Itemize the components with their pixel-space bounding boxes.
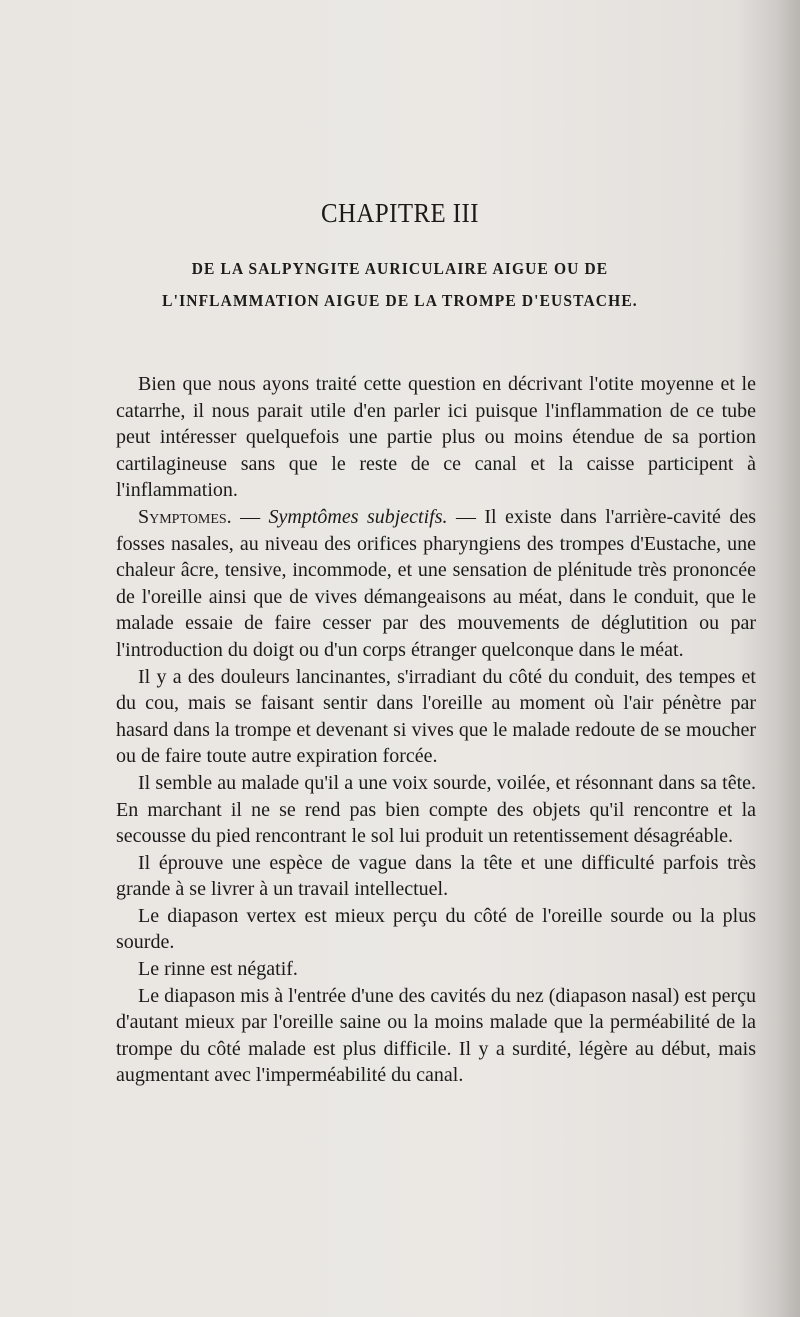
paragraph-pain: Il y a des douleurs lancinantes, s'irradiant du côté du conduit, des tempes et du cou, mais se faisant sentir dans l'oreille au moment où l'air pénètre par hasard dans la trompe et devenant si vives que le malade redoute de se moucher ou de faire toute autre expiration forcée. bbox=[116, 665, 756, 768]
section-label-symptoms: Symptomes. bbox=[138, 505, 232, 528]
paragraph-symptoms bbox=[116, 504, 756, 664]
chapter-subtitle-line-2: L'INFLAMMATION AIGUE DE LA TROMPE D'EUSTACHE. bbox=[162, 291, 638, 310]
paragraph-symptoms-text: — Il existe dans l'arrière-cavité des fosses nasales, au niveau des orifices pharyngiens des trompes d'Eustache, une chaleur âcre, tensive, incommode, et une sensation de plénitude très prononcée de l'oreille ainsi que de vives démangeaisons au méat, dans le conduit, que le malade essaie de faire cesser par des mouvements de déglutition ou par l'introduction du doigt ou d'un corps étranger quelconque dans le méat. bbox=[116, 505, 757, 661]
body-text bbox=[116, 371, 756, 1089]
chapter-title: CHAPITRE III bbox=[320, 198, 479, 228]
chapter-subtitle-line-1: DE LA SALPYNGITE AURICULAIRE AIGUE OU DE bbox=[191, 259, 609, 278]
section-dash: — bbox=[231, 505, 269, 528]
paragraph-vague: Il éprouve une espèce de vague dans la tête et une difficulté parfois très grande à se livrer à un travail intellectuel. bbox=[116, 851, 756, 901]
paragraph-vertex: Le diapason vertex est mieux perçu du côté de l'oreille sourde ou la plus sourde. bbox=[116, 904, 756, 954]
paragraph-intro: Bien que nous ayons traité cette question en décrivant l'otite moyenne et le catarrhe, il nous parait utile d'en parler ici puisque l'inflammation de ce tube peut intéresser quelquefois une partie plus ou moins étendue de sa portion cartilagineuse sans que le reste de ce canal et la caisse participent à l'inflammation. bbox=[116, 373, 756, 502]
subsection-subjective-symptoms: Symptômes subjectifs. bbox=[268, 505, 448, 528]
paragraph-voice: Il semble au malade qu'il a une voix sourde, voilée, et résonnant dans sa tête. En marchant il ne se rend pas bien compte des objets qu'il rencontre et la secousse du pied rencontrant le sol lui produit un retentissement désagréable. bbox=[116, 771, 756, 848]
paragraph-nasal-diapason: Le diapason mis à l'entrée d'une des cavités du nez (diapason nasal) est perçu d'autant mieux par l'oreille saine ou la moins malade que la perméabilité de la trompe du côté malade est plus difficile. Il y a surdité, légère au début, mais augmentant avec l'imperméabilité du canal. bbox=[116, 984, 756, 1087]
paragraph-rinne: Le rinne est négatif. bbox=[138, 958, 298, 981]
